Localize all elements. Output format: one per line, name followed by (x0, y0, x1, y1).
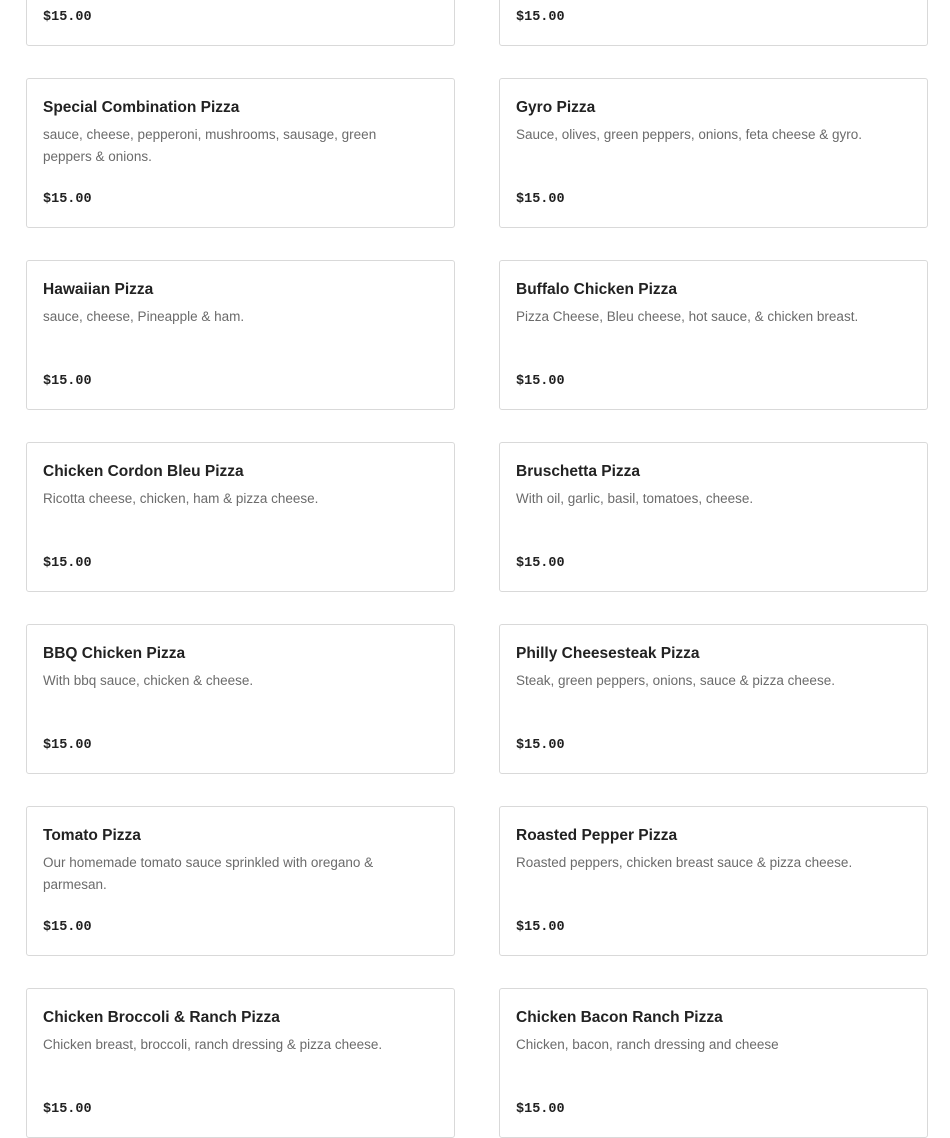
menu-item-card[interactable] (499, 806, 928, 956)
menu-item-description: Our homemade tomato sauce sprinkled with oregano & parmesan. (43, 855, 374, 892)
menu-item-price: $15.00 (43, 1102, 92, 1117)
menu-item-name: Special Combination Pizza (43, 99, 240, 116)
menu-item-name: Chicken Broccoli & Ranch Pizza (43, 1009, 280, 1026)
menu-item-name: Philly Cheesesteak Pizza (516, 645, 700, 662)
menu-item-price: $15.00 (43, 374, 92, 389)
menu-item-description: Ricotta cheese, chicken, ham & pizza cheese. (43, 491, 319, 506)
menu-item-description: With bbq sauce, chicken & cheese. (43, 673, 254, 688)
menu-item-card[interactable] (499, 260, 928, 410)
menu-item-name: Chicken Cordon Bleu Pizza (43, 463, 244, 480)
menu-item-price: $15.00 (43, 192, 92, 207)
menu-item-price: $15.00 (516, 920, 565, 935)
menu-item-card[interactable] (26, 260, 455, 410)
menu-item-price: $15.00 (43, 738, 92, 753)
menu-item-card[interactable] (499, 0, 928, 46)
menu-item-price: $15.00 (516, 1102, 565, 1117)
menu-item-description: sauce, cheese, Pineapple & ham. (43, 309, 245, 324)
menu-item-card[interactable] (499, 442, 928, 592)
menu-item-description: Chicken, bacon, ranch dressing and cheese (516, 1037, 779, 1052)
menu-item-card[interactable] (499, 988, 928, 1138)
menu-item-description: Steak, green peppers, onions, sauce & pizza cheese. (516, 673, 835, 688)
menu-item-name: BBQ Chicken Pizza (43, 645, 186, 662)
menu-item-card[interactable] (26, 988, 455, 1138)
menu-item-card[interactable] (499, 624, 928, 774)
menu-item-name: Hawaiian Pizza (43, 281, 154, 298)
menu-item-card[interactable] (499, 78, 928, 228)
menu-item-price: $15.00 (43, 920, 92, 935)
menu-item-description: Sauce, olives, green peppers, onions, feta cheese & gyro. (516, 127, 862, 142)
menu-item-price: $15.00 (516, 738, 565, 753)
menu-item-description: With oil, garlic, basil, tomatoes, cheese. (516, 491, 754, 506)
menu-item-price: $15.00 (516, 192, 565, 207)
menu-item-price: $15.00 (516, 374, 565, 389)
menu-item-name: Tomato Pizza (43, 827, 141, 844)
menu-item-grid (26, 0, 928, 1138)
menu-item-card[interactable] (26, 78, 455, 228)
menu-item-name: Gyro Pizza (516, 99, 596, 116)
menu-item-name: Roasted Pepper Pizza (516, 827, 678, 844)
menu-item-description: sauce, cheese, pepperoni, mushrooms, sausage, green peppers & onions. (43, 127, 377, 164)
menu-item-card[interactable] (26, 442, 455, 592)
menu-item-card[interactable] (26, 0, 455, 46)
menu-item-name: Bruschetta Pizza (516, 463, 641, 480)
menu-item-card[interactable] (26, 624, 455, 774)
menu-item-card[interactable] (26, 806, 455, 956)
menu-item-price: $15.00 (516, 556, 565, 571)
menu-item-price: $15.00 (43, 10, 92, 25)
menu-item-name: Chicken Bacon Ranch Pizza (516, 1009, 723, 1026)
menu-item-description: Roasted peppers, chicken breast sauce & pizza cheese. (516, 855, 853, 870)
menu-item-description: Chicken breast, broccoli, ranch dressing & pizza cheese. (43, 1037, 383, 1052)
menu-item-name: Buffalo Chicken Pizza (516, 281, 678, 298)
menu-item-description: Pizza Cheese, Bleu cheese, hot sauce, & chicken breast. (516, 309, 859, 324)
menu-item-price: $15.00 (43, 556, 92, 571)
menu-item-price: $15.00 (516, 10, 565, 25)
